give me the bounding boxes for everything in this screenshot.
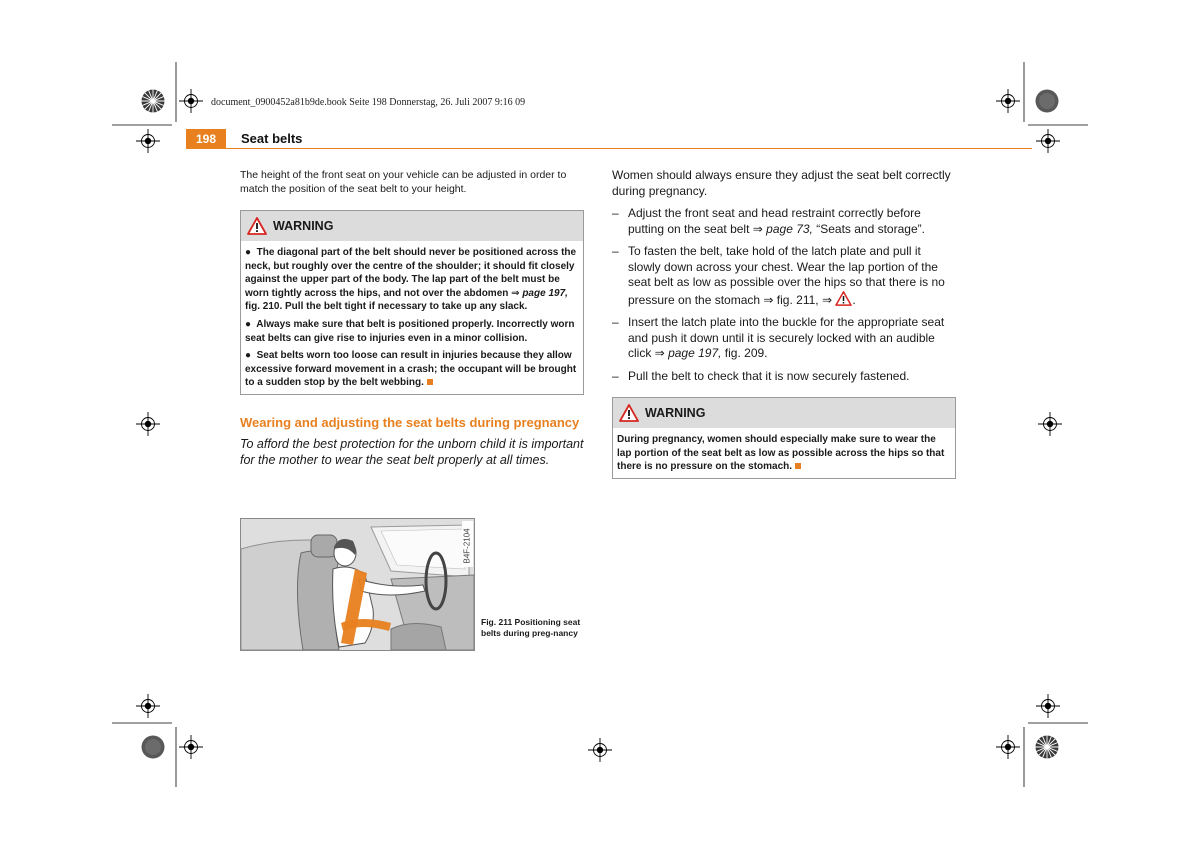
page-reference-link[interactable]: page 73,: [766, 221, 813, 236]
print-header: document_0900452a81b9de.book Seite 198 Donnerstag, 26. Juli 2007 9:16 09: [211, 97, 526, 108]
right-intro: Women should always ensure they adjust the seat belt correctly during pregnancy.: [612, 168, 951, 198]
header-rule: [186, 148, 1032, 149]
section-title: Seat belts: [241, 131, 303, 146]
warning-item: ● Seat belts worn too loose can result in injuries because they allow excessive forward movement in a crash; the occupant will be brought to a sudden stop by the belt webbing.: [245, 350, 577, 389]
instruction-step: – Adjust the front seat and head restraint correctly before putting on the seat belt ⇒ page 73, “Seats and storage”.: [612, 206, 956, 237]
warning-item: ● The diagonal part of the belt should never be positioned across the neck, but roughly over the centre of the shoulder; it should fit closely against the upper part of the body. The lap part of the belt must be worn tightly across the hips, and not over the abdomen ⇒ page 197, fig. 210. Pull the belt tight if necessary to take up any slack.: [245, 247, 577, 313]
pregnancy-warning-box: [612, 397, 956, 479]
instruction-step: – Insert the latch plate into the buckle for the appropriate seat and push it down until it is securely locked with an audible click ⇒ page 197, fig. 209.: [612, 315, 956, 362]
figure-illustration: [240, 518, 475, 651]
page-reference-link[interactable]: page 197,: [668, 346, 722, 360]
end-of-section-square-icon: [795, 463, 801, 469]
right-column: [612, 168, 956, 479]
warning-body: [613, 428, 955, 478]
warning-title: WARNING: [273, 219, 334, 233]
page-number: 198: [186, 129, 226, 149]
left-intro: The height of the front seat on your vehicle can be adjusted in order to match the position of the seat belt to your height.: [240, 169, 567, 195]
pregnancy-subheading: Wearing and adjusting the seat belts during pregnancy: [240, 414, 580, 430]
instruction-list: [612, 206, 956, 384]
figure-code: B4F-2104: [462, 528, 472, 564]
warning-body: [241, 241, 583, 394]
warning-triangle-icon: [247, 217, 267, 235]
instruction-step: – To fasten the belt, take hold of the latch plate and pull it slowly down across your chest. Wear the lap portion of the seat belt as low as possible over the hips so that there is no pressure on the stomach ⇒ fig. 211, ⇒ .: [612, 244, 956, 308]
left-column: [240, 168, 584, 468]
warning-header: [241, 211, 583, 241]
warning-item: ● Always make sure that belt is positioned properly. Incorrectly worn seat belts can give rise to injuries even in a minor collision.: [245, 318, 575, 344]
pregnancy-lead: To afford the best protection for the unborn child it is important for the mother to wear the seat belt properly at all times.: [240, 436, 584, 467]
figure-caption: Fig. 211 Positioning seat belts during preg-nancy: [481, 617, 581, 638]
warning-triangle-icon: [835, 291, 852, 306]
warning-title: WARNING: [645, 406, 706, 420]
warning-box: [240, 210, 584, 395]
warning-triangle-icon: [619, 404, 639, 422]
instruction-step: – Pull the belt to check that it is now securely fastened.: [612, 369, 956, 385]
page-reference-link[interactable]: page 197,: [522, 287, 568, 299]
warning-header: [613, 398, 955, 428]
end-of-section-square-icon: [427, 379, 433, 385]
warning-text: During pregnancy, women should especially make sure to wear the lap portion of the seat belt as low as possible across the hips so that there is no pressure on the stomach.: [617, 434, 945, 473]
